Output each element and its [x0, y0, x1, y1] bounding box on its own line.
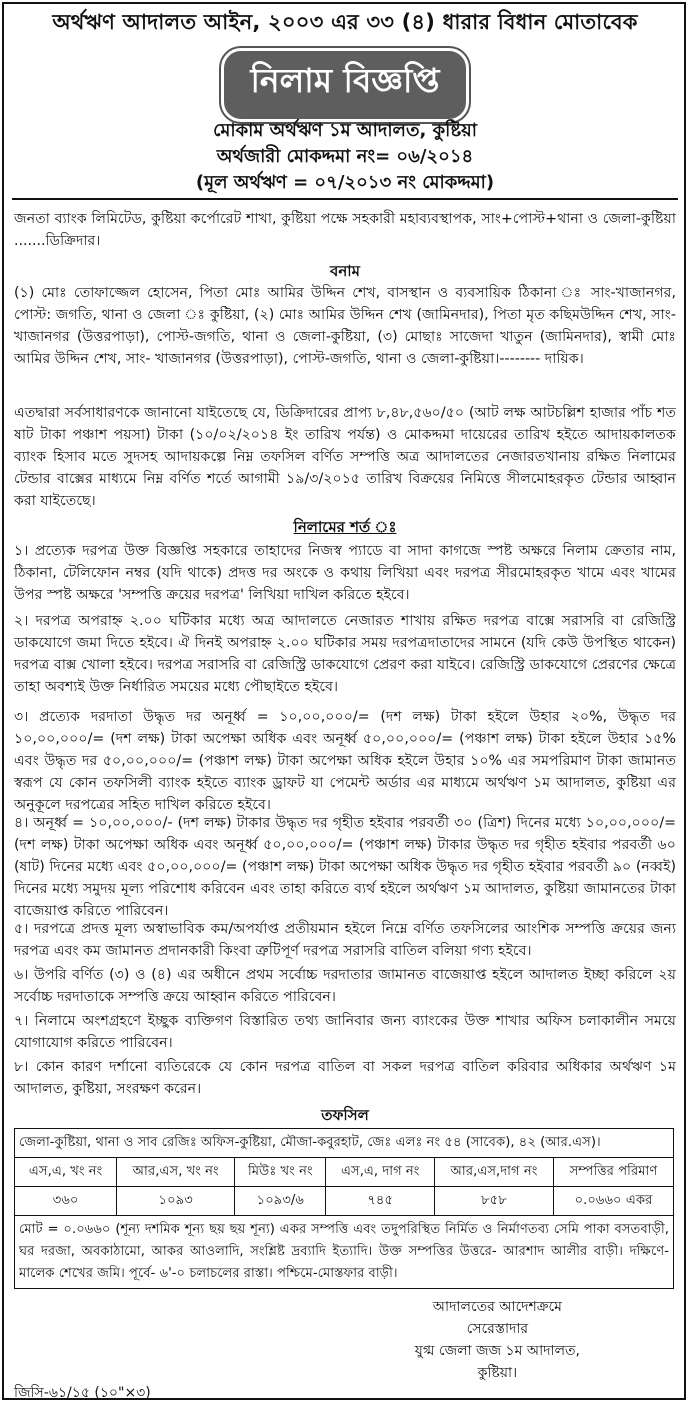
table-cell: ১০৯৩/৬: [235, 1187, 326, 1216]
table-header-row: [15, 1158, 674, 1187]
schedule-heading: তফসিল: [321, 1106, 369, 1124]
condition-item: ২। দরপত্র অপরাহ্ন ২.০০ ঘটিকার মধ্যে অত্র আদালতে নেজারত শাখায় রক্ষিত দরপত্র বাক্সে সরাসরি বা রেজিস্ট্রি ডাকযোগে জমা দিতে হইবে। ঐ দিনই অপরাহ্ন ২.০০ ঘটিকার সময় দরপত্রদাতাদের সামনে (যদি কেউ উপস্থিত থাকেন) দরপত্র বাক্স খোলা হইবে। দরপত্র সরাসরি বা রেজিস্ট্রি ডাকযোগে প্রেরণ করা যাইবে। রেজিস্ট্রি ডাকযোগে প্রেরণের ক্ষেত্রে তাহা অবশ্যই উক্ত নির্ধারিত সময়ের মধ্যে পৌছাইতে হইবে।: [14, 613, 676, 695]
column-header: এস,এ, খং নং: [15, 1158, 117, 1187]
table-cell: ৮৫৮: [434, 1187, 553, 1216]
column-header: সম্পত্তির পরিমাণ: [553, 1158, 673, 1187]
table-cell: ৩৬০: [15, 1187, 117, 1216]
table-cell: ৭৪৫: [326, 1187, 435, 1216]
debtors: (১) মোঃ তোফাজ্জেল হোসেন, পিতা মোঃ আমির উদ্দিন শেখ, বাসস্থান ও ব্যবসায়িক ঠিকানা ঃ সাং-খাজানগর, পোস্ট: জগতি, থানা ও জেলা ঃ কুষ্টিয়া, (২) মোঃ আমির উদ্দিন শেখ (জামিনদার), পিতা মৃত কছিমউদ্দিন শেখ, সাং-খাজানগর (উত্তরপাড়া), পোস্ট-জগতি, থানা ও জেলা-কুষ্টিয়া, (৩) মোছাঃ সাজেদা খাতুন (জামিনদার), স্বামী মোঃ আমির উদ্দিন শেখ, সাং- খাজানগর (উত্তরপাড়া), পোস্ট-জগতি, থানা ও জেলা-কুষ্টিয়া।-------- দায়িক।: [14, 285, 676, 367]
schedule-table: [14, 1128, 674, 1289]
table-cell: ০.০৬৬০ একর: [553, 1187, 673, 1216]
signature-line: কুষ্টিয়া।: [477, 1365, 518, 1381]
signature-line: সেরেস্তাদার: [466, 1321, 529, 1337]
condition-item: ৮। কোন কারণ দর্শানো ব্যতিরেকে যে কোন দরপত্র বাতিল বা সকল দরপত্র বাতিল করিবার অধিকার অর্থঋণ ১ম আদালত, কুষ্টিয়া, সংরক্ষণ করেন।: [14, 1059, 676, 1097]
column-header: মিউঃ খং নং: [235, 1158, 326, 1187]
footer-code: জিসি-৬১/১৫ (১০"×৩): [14, 1385, 151, 1401]
banner-title: নিলাম বিজ্ঞপ্তি: [221, 48, 468, 122]
condition-item: ৫। দরপত্রে প্রদত্ত মূল্য অস্বাভাবিক কম/অপর্যাপ্ত প্রতীয়মান হইলে নিম্নে বর্ণিত তফসিলের আংশিক সম্পত্তি ক্রয়ের জন্য দরপত্র এবং কম জামানত প্রদানকারী কিংবা ত্রুটিপূর্ণ দরপত্র সরাসরি বাতিল বলিয়া গণ্য হইবে।: [14, 921, 676, 959]
versus-heading: বনাম: [330, 262, 360, 280]
conditions-heading: নিলামের শর্ত ঃ: [293, 518, 397, 536]
condition-item: ৩। প্রত্যেক দরদাতা উদ্ধৃত দর অনূর্ধ্ব = ১০,০০,০০০/= (দশ লক্ষ) টাকা হইলে উহার ২০%, উদ্ধৃত দর ১০,০০,০০০/= (দশ লক্ষ) টাকা অপেক্ষা অধিক এবং অনূর্ধ্ব ৫০,০০,০০০/= (পঞ্চাশ লক্ষ) টাকা হইলে উহার ১৫% এবং উদ্ধৃত দর ৫০,০০,০০০/= (পঞ্চাশ লক্ষ) টাকা অপেক্ষা অধিক হইলে উহার ১০% এর সমপরিমাণ টাকা জামানত স্বরূপ যে কোন তফসিলী ব্যাংক হইতে ব্যাংক ড্রাফট যা পেমেন্ট অর্ডার এর মাধ্যমে অর্থঋণ ১ম আদালত, কুষ্টিয়া এর অনুকূলে দরপত্রের সহিত দাখিল করিতে হইবে।: [14, 709, 676, 813]
table-cell: ১০৯৩: [117, 1187, 235, 1216]
condition-item: ১। প্রত্যেক দরপত্র উক্ত বিজ্ঞপ্তি সহকারে তাহাদের নিজস্ব প্যাডে বা সাদা কাগজে স্পষ্ট অক্ষরে নিলাম ক্রেতার নাম, ঠিকানা, টেলিফোন নম্বর (যদি থাকে) প্রদত্ত দর অংকে ও কথায় লিখিয়া এবং দরপত্র সীরমোহরকৃত খামে এবং খামের উপর স্পষ্ট অক্ষরে 'সম্পত্তি ক্রয়ের দরপত্র' লিখিয়া দাখিল করিতে হইবে।: [14, 543, 676, 603]
banner: [0, 48, 690, 122]
signature-line: আদালতের আদেশক্রমে: [432, 1299, 562, 1315]
header-divider: [12, 198, 678, 200]
condition-item: ৬। উপরি বর্ণিত (৩) ও (৪) এর অধীনে প্রথম সর্বোচ্চ দরদাতার জামানত বাজেয়াপ্ত হইলে আদালত ইচ্ছা করিলে ২য় সর্বোচ্চ দরদাতাকে সম্পত্তি ক্রয়ে আহ্বান করিতে পারিবেন।: [14, 967, 676, 1005]
notice-body: এতদ্বারা সর্বসাধারণকে জানানো যাইতেছে যে, ডিক্রিদারের প্রাপ্য ৮,৪৮,৫৬০/৫০ (আট লক্ষ আটচল্লিশ হাজার পাঁচ শত ষাট টাকা পঞ্চাশ পয়সা) টাকা (১০/০২/২০১৪ ইং তারিখ পর্যন্ত) ও মোকদ্দমা দায়েরের তারিখ হইতে আদায়কালতক ব্যাংক হিসাব মতে সুদসহ আদায়কল্পে নিম্ন তফসিল বর্ণিত সম্পত্তি অত্র আদালতের নেজারতখানায় রক্ষিত নিলামের টেন্ডার বাক্সের মাধ্যমে নিম্ন বর্ণিত শর্তে আগামী ১৯/৩/২০১৫ তারিখ বিক্রয়ের নিমিত্তে সীলমোহরকৃত টেন্ডার আহ্বান করা যাইতেছে।: [14, 405, 676, 509]
schedule-location: জেলা-কুষ্টিয়া, থানা ও সাব রেজিঃ অফিস-কুষ্টিয়া, মৌজা-কবুরহাট, জেঃ এলঃ নং ৫৪ (সাবেক), ৪২ (আর.এস)।: [15, 1129, 674, 1158]
court-name: মোকাম অর্থঋণ ১ম আদালত, কুষ্টিয়া: [213, 120, 477, 141]
table-row: [15, 1187, 674, 1216]
signature-line: যুগ্ম জেলা জজ ১ম আদালত,: [414, 1343, 580, 1359]
condition-item: ৭। নিলামে অংশগ্রহণে ইচ্ছুক ব্যক্তিগণ বিস্তারিত তথ্য জানিবার জন্য ব্যাংকের উক্ত শাখার অফিস চলাকালীন সময়ে যোগাযোগ করিতে পারিবেন।: [14, 1013, 676, 1051]
decree-holder: জনতা ব্যাংক লিমিটেড, কুষ্টিয়া কর্পোরেট শাখা, কুষ্টিয়া পক্ষে সহকারী মহাব্যবস্থাপক, সাং+পোস্ট+থানা ও জেলা-কুষ্টিয়া .......ডিক্রিদার।: [14, 211, 676, 249]
law-line: অর্থঋণ আদালত আইন, ২০০৩ এর ৩৩ (৪) ধারার বিধান মোতাবেক: [52, 10, 638, 34]
signature-block: [415, 1296, 580, 1384]
original-case: (মূল অর্থঋণ = ০৭/২০১৩ নং মোকদ্দমা): [195, 172, 495, 193]
case-number: অর্থজারী মোকদ্দমা নং= ০৬/২০১৪: [216, 146, 474, 167]
table-row: [15, 1216, 674, 1289]
column-header: আর,এস,দাগ নং: [434, 1158, 553, 1187]
column-header: আর,এস, খং নং: [117, 1158, 235, 1187]
table-row: [15, 1129, 674, 1158]
condition-item: ৪। অনূর্ধ্ব = ১০,০০,০০০/- (দশ লক্ষ) টাকার উদ্ধৃত দর গৃহীত হইবার পরবর্তী ৩০ (ত্রিশ) দিনের মধ্যে ১০,০০,০০০/= (দশ লক্ষ) টাকা অপেক্ষা অধিক এবং অনূর্ধ্ব ৫০,০০,০০০/= (পঞ্চাশ লক্ষ) টাকার উদ্ধৃত দর গৃহীত হইবার পরবর্তী ৬০ (ষাট) দিনের মধ্যে এবং ৫০,০০,০০০/= (পঞ্চাশ লক্ষ) টাকা অপেক্ষা অধিক উদ্ধৃত দর গৃহীত হইবার পরবর্তী ৯০ (নব্বই) দিনের মধ্যে সমুদয় মূল্য পরিশোধ করিবেন এবং তাহা করিতে ব্যর্থ হইলে অর্থঋণ ১ম আদালত, কুষ্টিয়া জামানতের টাকা বাজেয়াপ্ত করিতে পারিবেন।: [14, 815, 676, 919]
column-header: এস,এ, দাগ নং: [326, 1158, 435, 1187]
schedule-total: মোট = ০.০৬৬০ (শূন্য দশমিক শূন্য ছয় ছয় শূন্য) একর সম্পত্তি এবং তদুপরিস্থিত নির্মিত ও নির্মাণতব্য সেমি পাকা বসতবাড়ী, ঘর দরজা, অবকাঠামো, আকর আওলাদি, সংশ্লিষ্ট দ্রব্যাদি ইত্যাদি। উক্ত সম্পত্তির উত্তরে- আরশাদ আলীর বাড়ী। দক্ষিণে-মালেক শেখের জমি। পূর্বে- ৬'-০ চলাচলের রাস্তা। পশ্চিমে-মোস্তফার বাড়ী।: [15, 1216, 674, 1289]
